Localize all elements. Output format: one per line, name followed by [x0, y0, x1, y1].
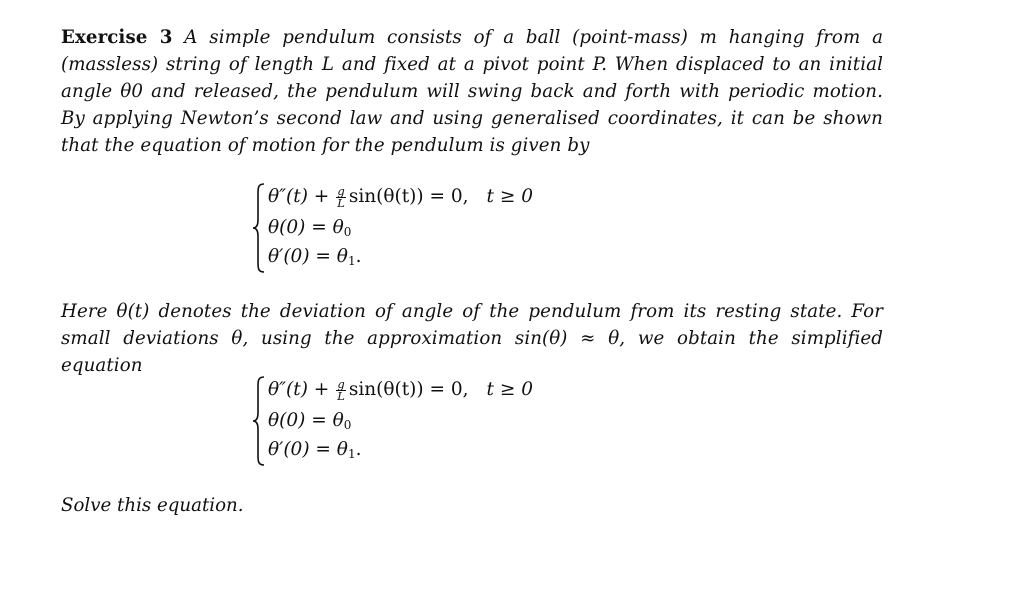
eq1-lhs-a: θ″(t) +	[268, 186, 336, 207]
equation-line-3	[268, 244, 361, 274]
intro-paragraph	[61, 24, 883, 159]
eq1-condition: t ≥ 0	[486, 186, 533, 207]
exercise-block	[61, 24, 883, 159]
closing-instruction: Solve this equation.	[61, 495, 244, 516]
eq2-text: θ(0) = θ	[268, 410, 344, 431]
eq1-lhs-a: θ″(t) +	[268, 379, 336, 400]
middle-block	[61, 298, 883, 379]
eq3-text: θ′(0) = θ	[268, 246, 348, 267]
eq3-subscript: 1	[347, 254, 356, 268]
eq3-text: θ′(0) = θ	[268, 439, 348, 460]
g-over-l-fraction	[336, 183, 346, 210]
intro-text: A simple pendulum consists of a ball (point-mass) m hanging from a (massless) string of length L and fixed at a pivot point P. When displaced to an initial angle θ0 and released, the pendulum will swing back and forth with periodic motion. By applying Newton’s second law and using generalised coordinates, it can be shown that the equation of motion for the pendulum is given by	[61, 27, 884, 156]
equation-line-2	[268, 215, 351, 245]
left-brace-icon	[252, 182, 266, 274]
eq1-condition: t ≥ 0	[486, 379, 533, 400]
equation-line-2	[268, 408, 351, 438]
eq2-subscript: 0	[343, 225, 352, 239]
equation-system-2	[252, 375, 672, 467]
eq3-period: .	[355, 246, 362, 267]
equation-system-1	[252, 182, 672, 274]
eq3-period: .	[355, 439, 362, 460]
exercise-label: Exercise 3	[61, 27, 173, 48]
eq2-subscript: 0	[343, 418, 352, 432]
middle-paragraph: Here θ(t) denotes the deviation of angle of the pendulum from its resting state. For small deviations θ, using the approximation sin(θ) ≈ θ, we obtain the simplified equation	[61, 301, 883, 376]
equation-line-1	[268, 377, 533, 403]
equation-line-3	[268, 437, 361, 467]
frac-denominator: L	[337, 195, 345, 210]
equation-line-1	[268, 184, 533, 210]
eq3-subscript: 1	[347, 447, 356, 461]
frac-numerator: g	[337, 183, 345, 198]
frac-numerator: g	[337, 376, 345, 391]
g-over-l-fraction	[336, 376, 346, 403]
eq1-lhs-b: sin(θ(t)) = 0,	[348, 379, 469, 400]
eq1-lhs-b: sin(θ(t)) = 0,	[348, 186, 469, 207]
eq2-text: θ(0) = θ	[268, 217, 344, 238]
left-brace-icon	[252, 375, 266, 467]
frac-denominator: L	[337, 388, 345, 403]
